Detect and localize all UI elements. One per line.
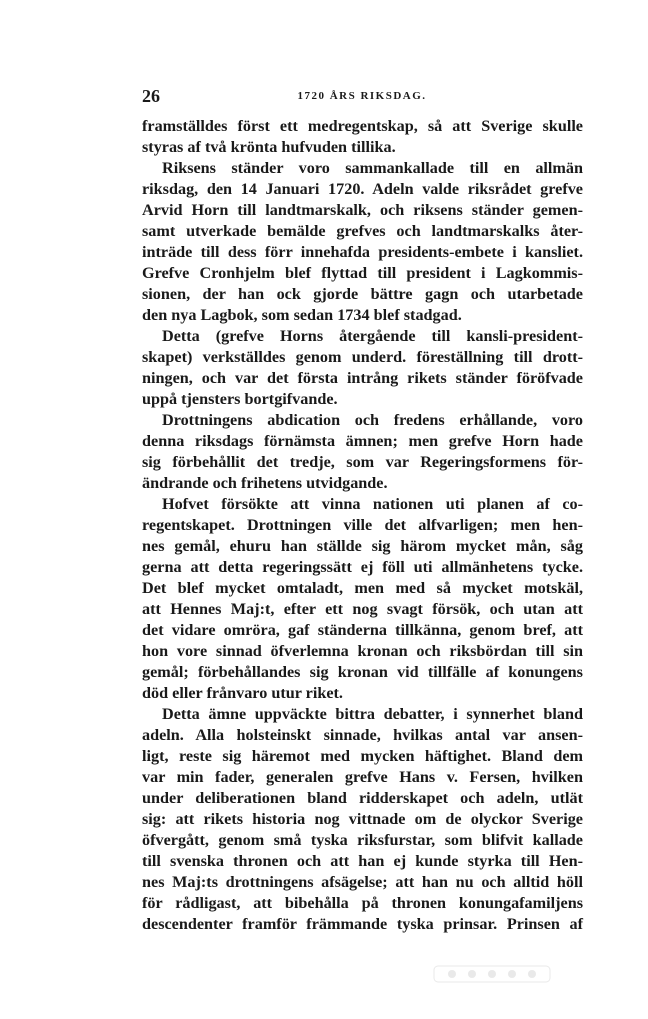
text-line: denna riksdags förnämsta ämnen; men grefve Horn hade [142, 432, 583, 450]
running-title: 1720 ÅRS RIKSDAG. [297, 90, 427, 102]
text-line: Riksens ständer voro sammankallade till en allmän [162, 159, 583, 177]
text-line: gerna att detta regeringssätt ej föll uti allmänhetens tycke. [142, 558, 583, 576]
text-line: nes gemål, ehuru han ställde sig härom mycket mån, såg [142, 537, 583, 555]
text-line: framställdes först ett medregentskap, så att Sverige skulle [142, 117, 583, 135]
text-line: sig: att rikets historia nog vittnade om de olyckor Sverige [142, 810, 583, 828]
text-line: Arvid Horn till landtmarskalk, och riksens ständer gemen- [142, 201, 583, 219]
text-line: Drottningens abdication och fredens erhållande, voro [162, 411, 583, 429]
text-line: styras af två krönta hufvuden tillika. [142, 138, 396, 156]
text-line: uppå tjensters bortgifvande. [142, 390, 338, 408]
text-line: den nya Lagbok, som sedan 1734 blef stadgad. [142, 306, 462, 324]
text-line: Detta ämne uppväckte bittra debatter, i synnerhet bland [162, 705, 583, 723]
text-line: regentskapet. Drottningen ville det alfvarligen; men hen- [142, 516, 583, 534]
text-line: öfvergått, genom små tyska riksfurstar, som blifvit kallade [142, 831, 583, 849]
text-line: ningen, och var det första intrång rikets ständer föröfvade [142, 369, 583, 387]
text-line: descendenter framför främmande tyska prinsar. Prinsen af [142, 915, 583, 933]
text-line: Hofvet försökte att vinna nationen uti planen af co- [162, 495, 583, 513]
text-line: att Hennes Maj:t, efter ett nog svagt försök, och utan att [142, 600, 583, 618]
text-line: till svenska thronen och att han ej kunde styrka till Hen- [142, 852, 583, 870]
page-header [142, 86, 582, 108]
text-line: död eller frånvaro utur riket. [142, 684, 343, 702]
text-line: nes Maj:ts drottningens afsägelse; att han nu och alltid höll [142, 873, 583, 891]
text-line: Grefve Cronhjelm blef flyttad till president i Lagkommis- [142, 264, 583, 282]
text-line: hon vore sinnad öfverlemna kronan och riksbördan till sin [142, 642, 583, 660]
library-watermark-icon [432, 960, 552, 988]
text-line: Detta (grefve Horns återgående till kansli-president- [162, 327, 583, 345]
text-line: ligt, reste sig häremot med mycken häftighet. Bland dem [142, 747, 583, 765]
text-line: under deliberationen bland ridderskapet och adeln, utlät [142, 789, 583, 807]
text-line: samt utverkade bemälde grefves och landtmarskalks åter- [142, 222, 583, 240]
text-line: för rådligast, att bibehålla på thronen konungafamiljens [142, 894, 583, 912]
text-line: Det blef mycket omtaladt, men med så mycket motskäl, [142, 579, 583, 597]
text-line: skapet) verkställdes genom underd. föreställning till drott- [142, 348, 583, 366]
text-line: riksdag, den 14 Januari 1720. Adeln valde riksrådet grefve [142, 180, 583, 198]
text-line: det vidare omröra, gaf ständerna tillkänna, genom bref, att [142, 621, 583, 639]
text-line: inträde till dess förr innehafda presidents-embete i kansliet. [142, 243, 583, 261]
page-number: 26 [142, 86, 160, 106]
text-line: sionen, der han ock gjorde bättre gagn och utarbetade [142, 285, 583, 303]
body-text [142, 116, 583, 935]
text-line: gemål; förbehållandes sig kronan vid tillfälle af konungens [142, 663, 583, 681]
text-line: var min fader, generalen grefve Hans v. Fersen, hvilken [142, 768, 583, 786]
text-line: adeln. Alla holsteinskt sinnade, hvilkas antal var ansen- [142, 726, 583, 744]
text-line: sig förbehållit det tredje, som var Regeringsformens för- [142, 453, 583, 471]
text-line: ändrande och frihetens utvidgande. [142, 474, 388, 492]
